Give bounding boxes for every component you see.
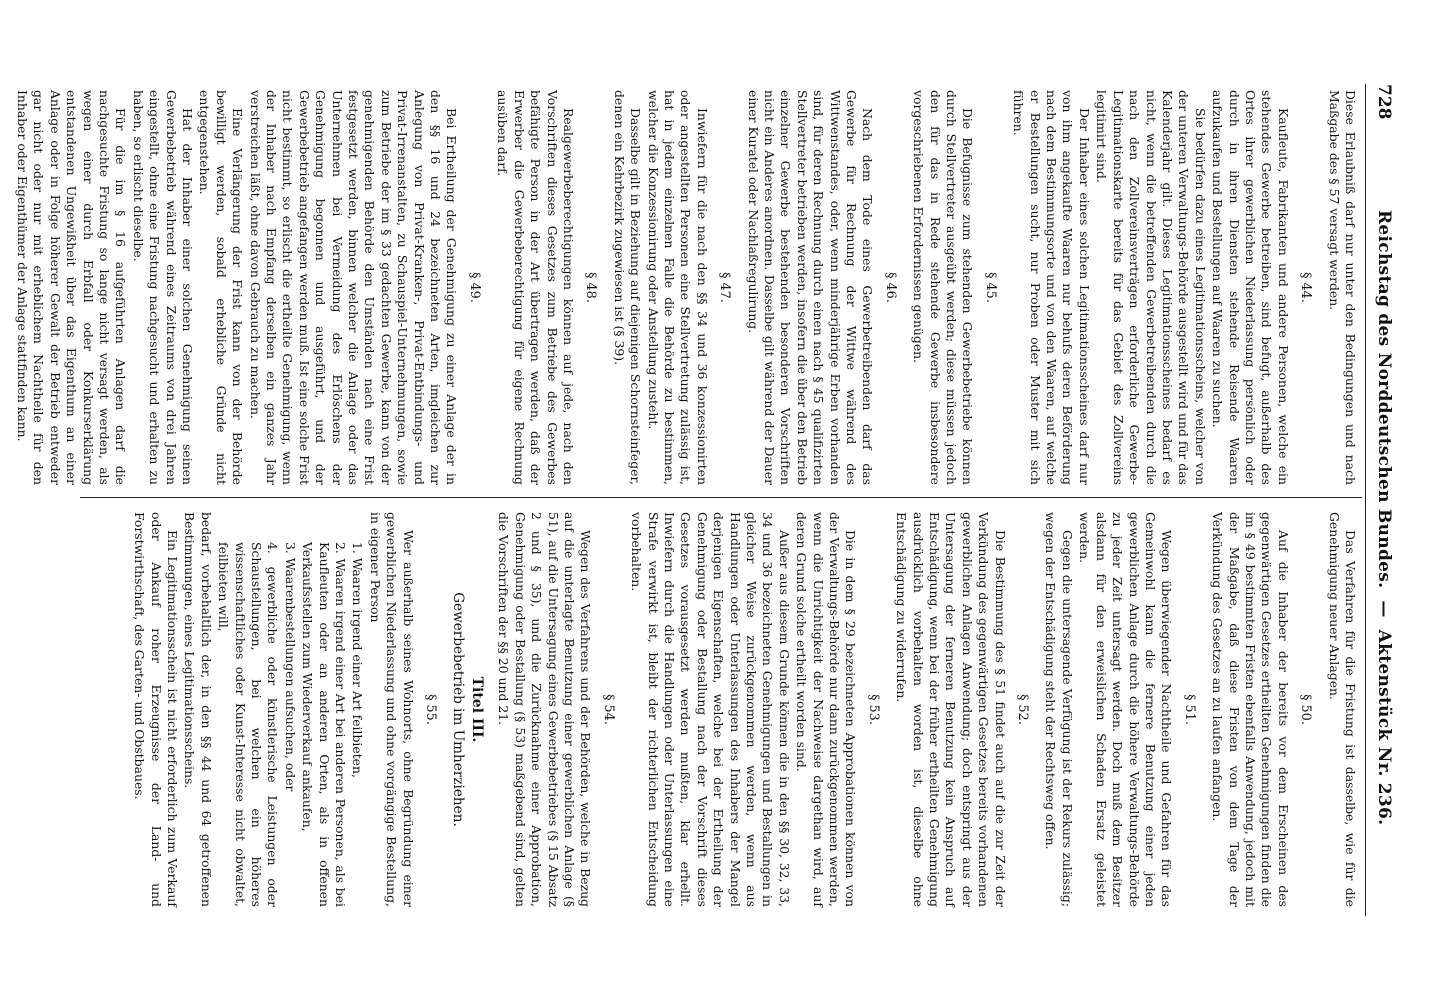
header-rule bbox=[1365, 84, 1366, 916]
paragraph: Wegen überwiegender Nachtheile und Gefahren für das Gemeinwohl kann die fernere Benutzung einer jeden gewerblichen Anlage durch die höhere Verwaltungs-Behörde zu jeder Zeit untersagt werden. Doch muß dem Besitzer alsdann für den erweislichen Schaden Ersatz geleistet werden. bbox=[1077, 512, 1175, 907]
paragraph: Gegen die untersagende Verfügung ist der Rekurs zulässig; wegen der Entschädigung steht der Rechtsweg offen. bbox=[1043, 512, 1075, 907]
section-heading: § 50. bbox=[1298, 694, 1314, 725]
paragraph: Realgewerbeberechtigungen können auf jede, nach den Vorschriften dieses Gesetzes zum Betriebe des Gewerbes befähigte Person in der Art übertragen werden, daß der Erwerber die Gewerbeberechtigung für eigene Rechnung ausüben darf. bbox=[495, 90, 576, 485]
paragraph: Wer außerhalb seines Wohnorts, ohne Begründung einer gewerblichen Niederlassung und ohne vorgängige Bestellung, in eigener Person bbox=[367, 512, 416, 907]
section-heading: § 45. bbox=[982, 272, 998, 303]
paragraph: Die in dem § 29 bezeichneten Approbationen können von der Verwaltungs-Behörde nur dann zurückgenommen werden, wenn die Unrichtigkeit der Nachweise dargethan wird, auf deren Grund solche ertheilt worden sind. bbox=[794, 512, 859, 907]
paragraph: Hat der Inhaber einer solchen Genehmigung seinen Gewerbebetrieb während eines Zeitraums von drei Jahren eingestellt, ohne eine Fristung nachgesucht und erhalten zu haben, so erlischt dieselbe. bbox=[130, 90, 195, 485]
running-title bbox=[1374, 204, 1394, 831]
list-item: 3. Waarenbestellungen aufsuchen, oder bbox=[282, 542, 298, 792]
list-item: 1. Waaren irgend einer Art feilbieten, bbox=[350, 542, 366, 778]
paragraph: Ein Legitimationsschein ist nicht erforderlich zum Verkauf oder Ankauf roher Erzeugnisse der Land- und Forstwirthschaft, des Garten- und Obstbaues. bbox=[132, 512, 180, 907]
list-item: 4. gewerbliche oder künstlerische Leistungen oder Schaustellungen, bei welchen ein höheres wissenschaftliches oder Kunst-Interesse nicht obwaltet, feilbieten will, bbox=[216, 542, 281, 907]
section-heading: § 49. bbox=[466, 272, 482, 303]
paragraph: Dasselbe gilt in Beziehung auf diejenigen Schornsteinfeger, denen ein Kehrbezirk zugewiesen ist (§ 39). bbox=[611, 90, 644, 485]
running-title-left: Reichstag des Norddeutschen Bundes. bbox=[1374, 210, 1394, 589]
paragraph: Die Befugnisse zum stehenden Gewerbebetriebe können durch Stellvertreter ausgeübt werden; diese müssen jedoch den für das in Rede stehende Gewerbe insbesondere vorgeschriebenen Erfordernissen genügen. bbox=[911, 90, 976, 485]
paragraph: Außer aus diesem Grunde können die in den §§ 30, 32, 33, 34 und 36 bezeichneten Genehmigungen und Bestallungen in gleicher Weise zurückgenommen werden, wenn aus Handlungen oder Unterlassungen des Inhabers der Mangel derjenigen Eigenschaften, welche bei der Ertheilung der Genehmigung oder Bestallung nach der Vorschrift dieses Gesetzes vorausgesetzt werden mußten, klar erhellt. Inwiefern durch die Handlungen oder Unterlassungen eine Strafe verwirkt ist, bleibt der richterlichen Entscheidung vorbehalten. bbox=[629, 512, 792, 907]
paragraph: Kaufleute, Fabrikanten und andere Personen, welche ein stehendes Gewerbe betreiben, sind befugt, außerhalb des Ortes ihrer gewerblichen Niederlassung persönlich oder durch in ihren Diensten stehende Reisende Waaren aufzukaufen und Bestellungen auf Waaren zu suchen. bbox=[1210, 90, 1291, 485]
paragraph: Bei Ertheilung der Genehmigung zu einer Anlage der in den §§ 16 und 24 bezeichneten Arten, imgleichen zur Anlegung von Privat-Kranken-, Privat-Entbindungs- und Privat-Irrenanstalten, zu Schauspiel-Unternehmungen, sowie zum Betriebe der im § 33 gedachten Gewerbe, kann von der genehmigenden Behörde den Umständen nach eine Frist festgesetzt werden, binnen welcher die Anlage oder das Unternehmen bei Vermeidung des Erlöschens der Genehmigung begonnen und ausgeführt, und der Gewerbebetrieb angefangen werden muß. Ist eine solche Frist nicht bestimmt, so erlischt die ertheilte Genehmigung, wenn der Inhaber nach Empfang derselben ein ganzes Jahr verstreichen läßt, ohne davon Gebrauch zu machen. bbox=[247, 90, 460, 485]
paragraph: Die Bestimmung des § 51 findet auch auf die zur Zeit der Verkündung des gegenwärtigen Gesetzes bereits vorhandenen gewerblichen Anlagen Anwendung; doch entspringt aus der Untersagung der ferneren Benutzung kein Anspruch auf Entschädigung, wenn bei der früher ertheilten Genehmigung ausdrücklich vorbehalten worden ist, dieselbe ohne Entschädigung zu widerrufen. bbox=[894, 512, 1008, 907]
page-number: 728 bbox=[1374, 84, 1394, 120]
right-column bbox=[130, 512, 1358, 907]
title-subheading: Gewerbebetrieb im Umherziehen. bbox=[450, 592, 467, 827]
paragraph: Diese Erlaubniß darf nur unter den Bedingungen und nach Maßgabe des § 57 versagt werden. bbox=[1326, 90, 1358, 485]
running-title-dash: — bbox=[1374, 600, 1394, 618]
paragraph: Nach dem Tode eines Gewerbetreibenden darf das Gewerbe für Rechnung der Wittwe während des Wittwenstandes, oder, wenn minderjährige Erben vorhanden sind, für deren Rechnung durch einen nach § 45 qualifizirten Stellvertreter betrieben werden, insofern die über den Betrieb einzelner Gewerbe bestehenden besonderen Vorschriften nicht ein Anderes anordnen. Dasselbe gilt während der Dauer einer Kuratel oder Nachlaßregulirung. bbox=[745, 90, 876, 485]
section-heading: § 48. bbox=[583, 272, 599, 303]
section-heading: § 47. bbox=[717, 272, 733, 303]
paragraph: Wegen des Verfahrens und der Behörden, welche in Bezug auf die unterlagte Benutzung einer gewerblichen Anlage (§ 51), auf die Untersagung eines Gewerbebetriebes (§ 15 Absatz 2 und § 35), und die Zurücknahme einer Approbation, Genehmigung oder Bestallung (§ 53) maßgebend sind, gelten die Vorschriften der §§ 20 und 21. bbox=[496, 512, 594, 907]
list-item: 2. Waaren irgend einer Art bei anderen Personen, als bei Kaufleuten oder an anderen Orten, als in offenen Verkaufsstellen zum Wiederverkauf ankaufen, bbox=[300, 542, 349, 907]
page-header bbox=[1368, 84, 1394, 916]
paragraph: Sie bedürfen dazu eines Legitimationsscheins, welcher von der unteren Verwaltungs-Behörde ausgestellt wird und für das Kalenderjahr gilt. Dieses Legitimationsscheines bedarf es nicht, wenn die betreffenden Gewerbetreibenden durch die nach den Zollvereinsverträgen erforderliche Gewerbe-Legitimationskarte bereits für das Gebiet des Zollvereins legitimirt sind. bbox=[1094, 90, 1208, 485]
paragraph: Für die im § 16 aufgeführten Anlagen darf die nachgesuchte Fristung so lange nicht versagt werden, als wegen einer durch Erbfall oder Konkurserklärung entstandenen Ungewißheit über das Eigenthum an einer Anlage oder in Folge höherer Gewalt der Betrieb entweder gar nicht oder nur mit erheblichem Nachtheile für den Inhaber oder Eigenthümer der Anlage stattfinden kann. bbox=[14, 90, 129, 485]
paragraph: Auf die Inhaber der bereits vor dem Erscheinen des gegenwärtigen Gesetzes ertheilten Genehmigungen finden die im § 49 bestimmten Fristen ebenfalls Anwendung, jedoch mit der Maßgabe, daß diese Fristen von dem Tage der Verkündung des Gesetzes an zu laufen anfangen. bbox=[1210, 512, 1291, 907]
section-heading: § 52. bbox=[1015, 694, 1031, 725]
section-heading: § 54. bbox=[600, 694, 616, 725]
section-heading: § 44. bbox=[1298, 272, 1314, 303]
paragraph: Der Inhaber eines solchen Legitimationsscheines darf nur von ihm angekaufte Waaren nur behufs deren Beförderung nach dem Bestimmungsorte und von den Waaren, auf welche er Bestellungen sucht, nur Proben oder Muster mit sich führen. bbox=[1011, 90, 1092, 485]
section-heading: § 46. bbox=[882, 272, 898, 303]
title-heading: Titel III. bbox=[468, 676, 485, 743]
paragraph: Eine Verlängerung der Frist kann von der Behörde bewilligt werden, sobald erhebliche Gründe nicht entgegenstehen. bbox=[197, 90, 246, 485]
paragraph: bedarf, vorbehaltlich der, in den §§ 44 und 64 getroffenen Bestimmungen, eines Legitimationsscheins. bbox=[182, 512, 214, 907]
running-title-right: Aktenstück Nr. 236. bbox=[1374, 629, 1394, 826]
section-heading: § 55. bbox=[423, 694, 439, 725]
paragraph: Inwiefern für die nach den §§ 34 und 36 konzessionirten oder angestellten Personen eine Stellvertretung zulässig ist, hat in jedem einzelnen Falle die Behörde zu bestimmen, welcher die Konzessionirung oder Anstellung zusteht. bbox=[645, 90, 710, 485]
section-heading: § 53. bbox=[865, 694, 881, 725]
paragraph: Das Verfahren für die Fristung ist dasselbe, wie für die Genehmigung neuer Anlagen. bbox=[1326, 512, 1358, 907]
column-divider bbox=[80, 497, 1362, 498]
section-heading: § 51. bbox=[1181, 694, 1197, 725]
left-column bbox=[13, 90, 1358, 485]
